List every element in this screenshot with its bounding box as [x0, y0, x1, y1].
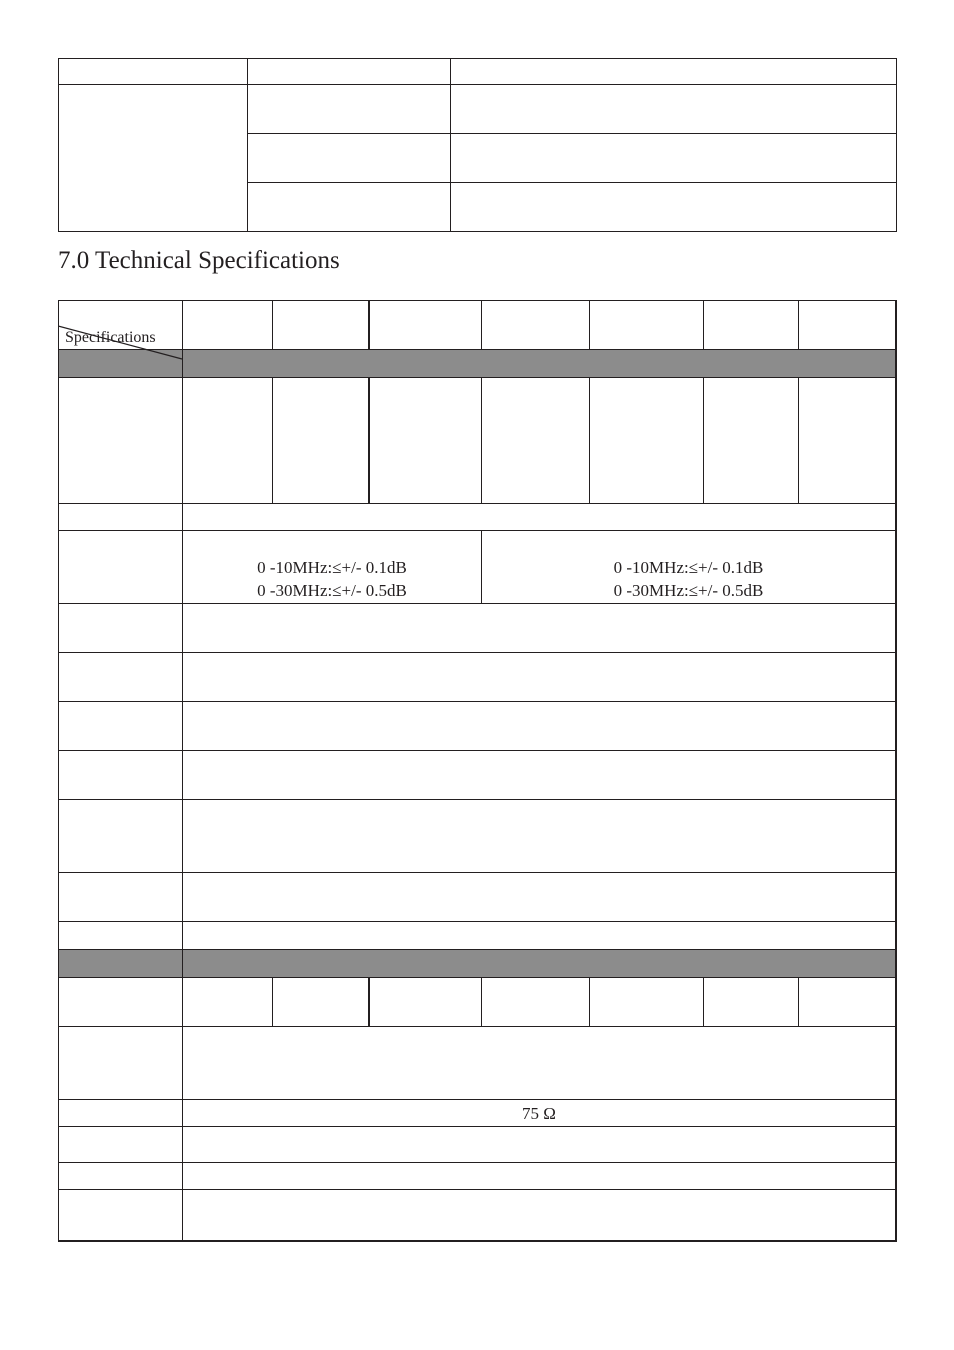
- flatness-left-line-2: 0 -30MHz:≤+/- 0.5dB: [257, 581, 407, 600]
- row-rule: [58, 603, 897, 604]
- row-rule: [58, 530, 897, 531]
- top-table-rule: [58, 58, 897, 59]
- col-rule: [703, 977, 704, 1027]
- row-rule: [58, 1162, 897, 1163]
- col-rule: [589, 300, 590, 350]
- col-rule: [272, 977, 273, 1027]
- section-band: [59, 950, 896, 977]
- flatness-right-line-1: 0 -10MHz:≤+/- 0.1dB: [613, 558, 764, 577]
- flatness-right-line-2: 0 -30MHz:≤+/- 0.5dB: [613, 581, 764, 600]
- top-table-rule: [247, 58, 248, 232]
- row-rule: [58, 1240, 897, 1242]
- top-table-rule: [58, 231, 897, 232]
- row-rule: [58, 1026, 897, 1027]
- row-rule: [58, 701, 897, 702]
- col-rule: [798, 377, 799, 504]
- top-table-rule: [58, 58, 59, 232]
- col-rule: [798, 977, 799, 1027]
- section-band: [59, 350, 896, 377]
- corner-label: Specifications: [65, 329, 156, 346]
- row-rule: [58, 750, 897, 751]
- col-rule: [272, 377, 273, 504]
- col-rule: [368, 977, 370, 1027]
- col-rule: [589, 377, 590, 504]
- col-rule: [368, 377, 370, 504]
- row-rule: [58, 652, 897, 653]
- row-rule: [58, 1189, 897, 1190]
- row-rule: [58, 799, 897, 800]
- row-rule: [58, 872, 897, 873]
- row-rule: [58, 921, 897, 922]
- row-rule: [58, 1099, 897, 1100]
- col-rule: [481, 300, 482, 350]
- row-rule: [58, 377, 897, 378]
- row-rule: [58, 949, 897, 950]
- col-rule: [703, 377, 704, 504]
- flatness-left-line-1: 0 -10MHz:≤+/- 0.1dB: [257, 558, 407, 577]
- col-rule: [895, 300, 897, 1242]
- row-rule: [58, 1126, 897, 1127]
- col-rule: [703, 300, 704, 350]
- impedance-value: 75 Ω: [522, 1104, 556, 1123]
- col-rule: [272, 300, 273, 350]
- col-rule: [798, 300, 799, 350]
- top-table-rule: [58, 84, 897, 85]
- col-rule: [368, 300, 370, 350]
- col-rule: [481, 377, 482, 504]
- col-rule: [589, 977, 590, 1027]
- col-rule: [182, 300, 183, 1242]
- top-table-rule: [247, 182, 897, 183]
- col-rule: [58, 300, 59, 1242]
- top-table-rule: [450, 58, 451, 232]
- row-rule: [58, 503, 897, 504]
- col-rule: [481, 977, 482, 1027]
- row-rule: [58, 977, 897, 978]
- top-table-rule: [896, 58, 897, 232]
- section-title: 7.0 Technical Specifications: [58, 247, 340, 274]
- top-table-rule: [247, 133, 897, 134]
